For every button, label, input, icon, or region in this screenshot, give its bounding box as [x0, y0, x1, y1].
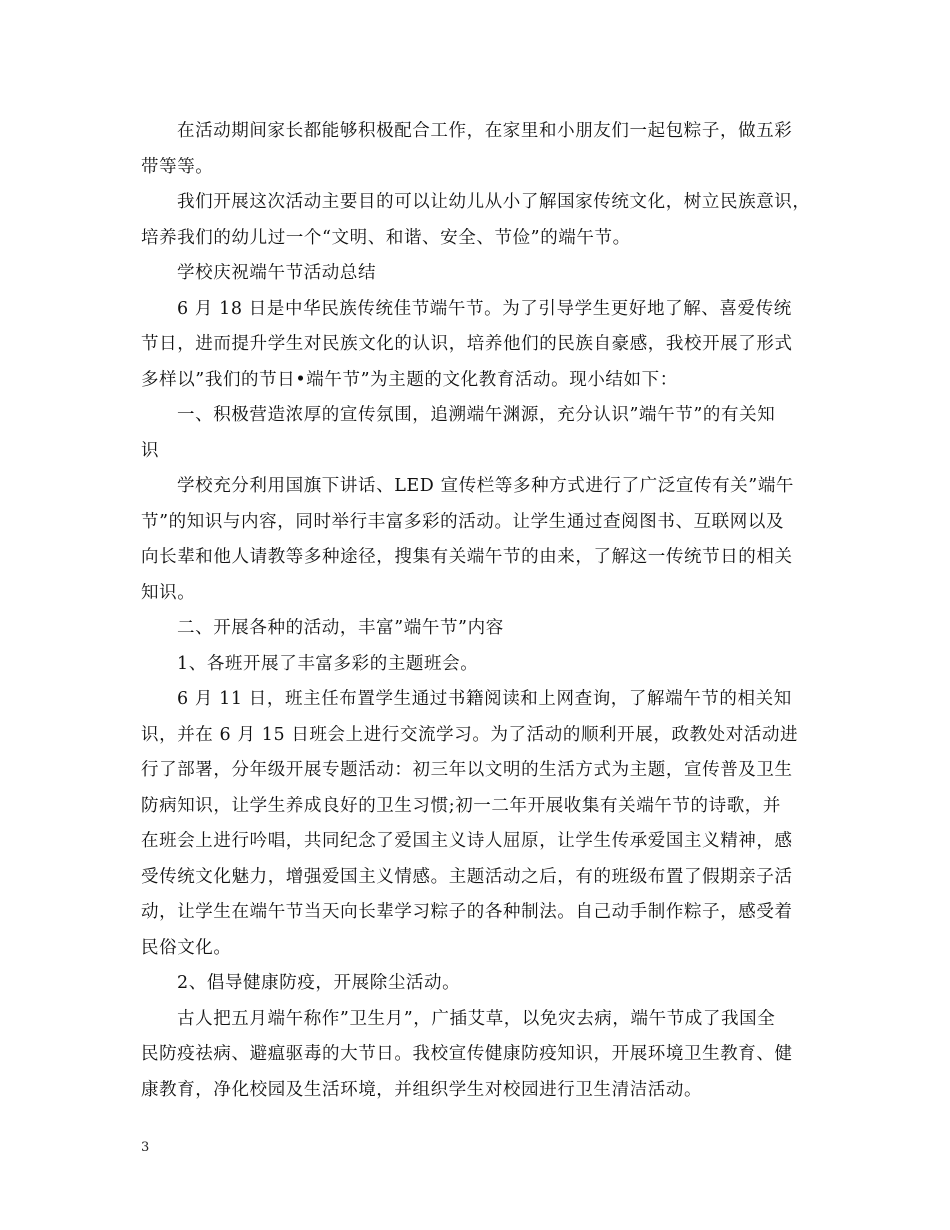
page-number: 3 — [141, 1140, 150, 1155]
document-body — [141, 114, 816, 1108]
paragraph-class-activities: 6 月 11 日，班主任布置学生通过书籍阅读和上网查询，了解端午节的相关知 识，并在 6 月 15 日班会上进行交流学习。为了活动的顺利开展，政教处对活动进 行了部署，分年级开展专题活动：初三年以文明的生活方式为主题，宣传普及卫生 防病知识，让学生养成良好的卫生习惯;初一二年开展收集有关端午节的诗歌，并 在班会上进行吟唱，共同纪念了爱国主义诗人屈原，让学生传承爱国主义精神，感 受传统文化魅力，增强爱国主义情感。主题活动之后，有的班级布置了假期亲子活 动，让学生在端午节当天向长辈学习粽子的各种制法。自己动手制作粽子，感受着 民俗文化。 — [141, 689, 799, 958]
paragraph-publicity: 学校充分利用国旗下讲话、LED 宣传栏等多种方式进行了广泛宣传有关”端午 节”的知识与内容，同时举行丰富多彩的活动。让学生通过查阅图书、互联网以及 向长辈和他人请教等多种途径，搜集有关端午节的由来，了解这一传统节日的相关 知识。 — [141, 476, 795, 603]
paragraph-activity-purpose: 我们开展这次活动主要目的可以让幼儿从小了解国家传统文化，树立民族意识， 培养我们的幼儿过一个“文明、和谐、安全、节俭”的端午节。 — [141, 192, 811, 248]
section-title-summary: 学校庆祝端午节活动总结 — [177, 263, 377, 283]
subheading-health: 2、倡导健康防疫，开展除尘活动。 — [177, 973, 461, 993]
paragraph-parent-cooperation: 在活动期间家长都能够积极配合工作，在家里和小朋友们一起包粽子，做五彩 带等等。 — [141, 121, 793, 177]
paragraph-health-month: 古人把五月端午称作”卫生月”，广插艾草，以免灾去病，端午节成了我国全 民防疫祛病、避瘟驱毒的大节日。我校宣传健康防疫知识，开展环境卫生教育、健 康教育，净化校园及生活环境，并组织学生对校园进行卫生清洁活动。 — [141, 1008, 793, 1100]
subheading-class-meeting: 1、各班开展了丰富多彩的主题班会。 — [177, 653, 479, 674]
paragraph-intro: 6 月 18 日是中华民族传统佳节端午节。为了引导学生更好地了解、喜爱传统 节日，进而提升学生对民族文化的认识，培养他们的民族自豪感，我校开展了形式 多样以”我们的节日•端午节”为主题的文化教育活动。现小结如下： — [141, 298, 793, 390]
heading-two: 二、开展各种的活动，丰富”端午节”内容 — [177, 618, 504, 638]
heading-one: 一、积极营造浓厚的宣传氛围，追溯端午渊源，充分认识”端午节”的有关知 识 — [141, 405, 776, 461]
